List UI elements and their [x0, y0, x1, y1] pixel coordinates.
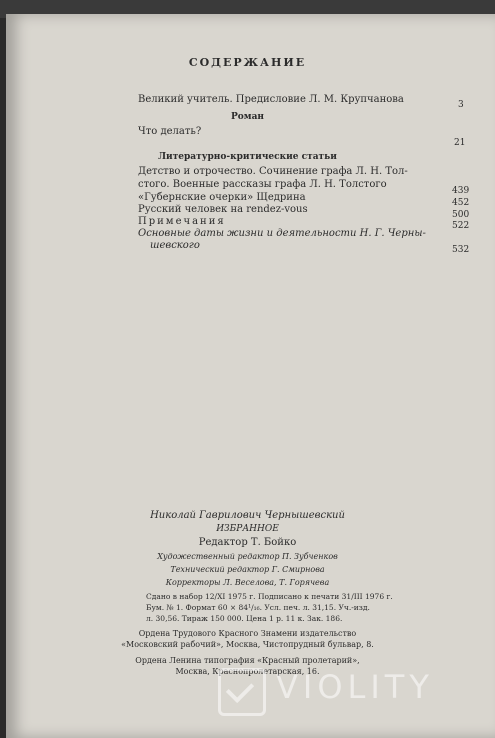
contents-title: СОДЕРЖАНИЕ — [188, 56, 307, 69]
imprint-author: Николай Гаврилович Чернышевский — [150, 510, 345, 521]
contents-page-notes: 522 — [452, 221, 470, 231]
contents-entry-preface: Великий учитель. Предисловие Л. М. Крупчанова — [138, 94, 404, 105]
contents-page-preface: 3 — [458, 100, 464, 110]
contents-page-rendezvous: 500 — [452, 210, 470, 220]
print-line-3: л. 30,56. Тираж 150 000. Цена 1 р. 11 к. Зак. 186. — [146, 614, 343, 623]
contents-page-shchedrin: 452 — [452, 198, 470, 208]
publisher-line-2: «Московский рабочий», Москва, Чистопрудный бульвар, 8. — [121, 640, 374, 649]
contents-entry-tolstoy-2: стого. Военные рассказы графа Л. Н. Толстого — [138, 179, 387, 190]
imprint-art-editor: Художественный редактор П. Зубченков — [157, 552, 338, 561]
contents-page-tolstoy: 439 — [452, 186, 470, 196]
imprint-book-title: ИЗБРАННОЕ — [216, 524, 279, 534]
imprint-tech-editor: Технический редактор Г. Смирнова — [170, 565, 325, 574]
contents-page-novel: 21 — [454, 138, 466, 148]
contents-page-dates: 532 — [452, 245, 470, 255]
section-articles: Литературно-критические статьи — [158, 152, 337, 162]
contents-entry-dates-2: шевского — [150, 240, 200, 251]
watermark-text: VIOLITY — [276, 668, 434, 706]
print-line-2: Бум. № 1. Формат 60 × 84¹/₁₆. Усл. печ. л. 31,15. Уч.-изд. — [146, 603, 370, 612]
section-novel: Роман — [230, 112, 264, 122]
watermark — [218, 660, 488, 720]
contents-entry-shchedrin: «Губернские очерки» Щедрина — [138, 192, 306, 203]
contents-entry-notes: Примечания — [138, 216, 226, 227]
contents-entry-dates-1: Основные даты жизни и деятельности Н. Г. Черны- — [138, 228, 426, 239]
contents-entry-novel: Что делать? — [138, 126, 202, 137]
imprint-editor: Редактор Т. Бойко — [198, 537, 297, 548]
printer-line-2: Москва, Краснопролетарская, 16. — [175, 667, 320, 676]
printer-line-1: Ордена Ленина типография «Красный пролетарий», — [135, 656, 360, 665]
publisher-line-1: Ордена Трудового Красного Знамени издательство — [138, 629, 357, 638]
imprint-proofreaders: Корректоры Л. Веселова, Т. Горячева — [165, 578, 330, 587]
contents-entry-rendezvous: Русский человек на rendez-vous — [138, 204, 308, 215]
contents-entry-tolstoy-1: Детство и отрочество. Сочинение графа Л. Н. Тол- — [138, 166, 408, 177]
checkmark-logo-icon — [218, 668, 266, 716]
print-line-1: Сдано в набор 12/XI 1975 г. Подписано к печати 31/III 1976 г. — [146, 592, 393, 601]
